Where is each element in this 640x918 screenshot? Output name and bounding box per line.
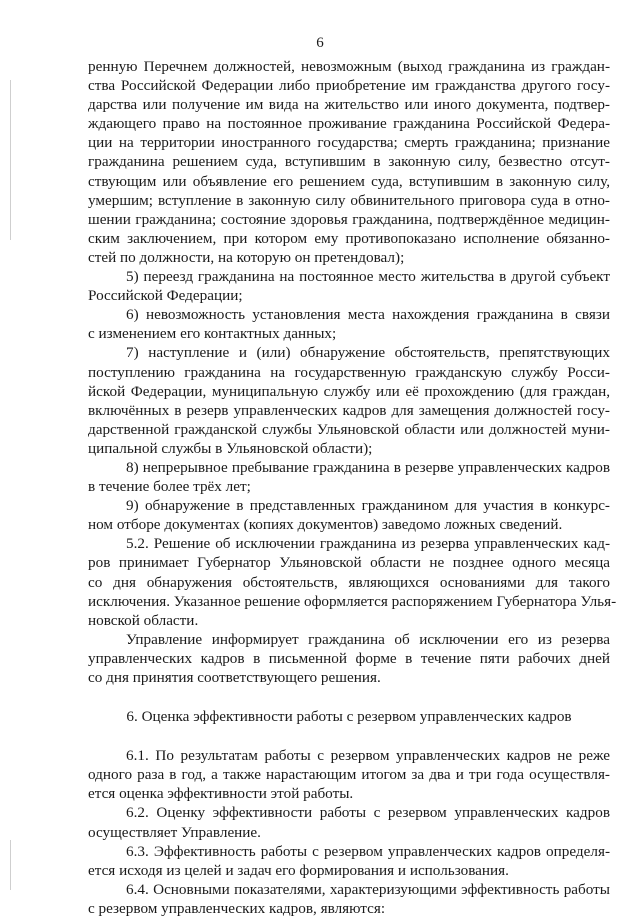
text-line: поступлению гражданина на государственную гражданскую службу Росси- bbox=[88, 363, 610, 381]
text-line: умершим; вступление в законную силу обвинительного приговора суда в отно- bbox=[88, 191, 610, 209]
paragraph bbox=[88, 57, 610, 267]
paragraph bbox=[88, 305, 610, 343]
text-line: с резервом управленческих кадров, являются: bbox=[88, 899, 386, 917]
text-line: ется исходя из целей и задач его формирования и использования. bbox=[88, 861, 509, 879]
text-line: Управление информирует гражданина об исключении его из резерва bbox=[126, 630, 610, 648]
text-line: дарственной гражданской службы Ульяновской области или должностей муни- bbox=[88, 420, 610, 438]
paragraph bbox=[88, 630, 610, 687]
paragraph bbox=[88, 267, 610, 305]
text-line: управленческих кадров в письменной форме в течение пяти рабочих дней bbox=[88, 649, 610, 667]
text-line: 5.2. Решение об исключении гражданина из резерва управленческих кад- bbox=[126, 535, 610, 553]
section-heading: 6. Оценка эффективности работы с резервом управленческих кадров bbox=[126, 708, 572, 726]
text-line: 6.1. По результатам работы с резервом управленческих кадров не реже bbox=[126, 747, 610, 765]
text-line: исключения. Указанное решение оформляется распоряжением Губернатора Улья- bbox=[88, 592, 617, 610]
text-line: ном отборе документах (копиях документов) заведомо ложных сведений. bbox=[88, 516, 563, 534]
text-line: ждающего право на постоянное проживание гражданина Российской Федера- bbox=[88, 115, 610, 133]
text-line: ства Российской Федерации либо приобретение им гражданства другого госу- bbox=[88, 77, 610, 95]
text-line: 8) непрерывное пребывание гражданина в резерве управленческих кадров bbox=[126, 458, 610, 476]
text-line: йской Федерации, муниципальную службу или её прохождению (для граждан, bbox=[88, 382, 610, 400]
text-line: включённых в резерв управленческих кадров для замещения должностей госу- bbox=[88, 401, 610, 419]
text-line: дарства или получение им вида на жительство или иного документа, подтвер- bbox=[88, 96, 610, 114]
text-line: 9) обнаружение в представленных гражданином для участия в конкурс- bbox=[126, 497, 610, 515]
text-line: стей по должности, на которую он претендовал); bbox=[88, 248, 405, 266]
paragraph bbox=[88, 746, 610, 803]
text-line: 6.2. Оценку эффективности работы с резервом управленческих кадров bbox=[126, 804, 610, 822]
text-line: 7) наступление и (или) обнаружение обстоятельств, препятствующих bbox=[126, 344, 610, 362]
text-line: со дня принятия соответствующего решения. bbox=[88, 669, 381, 686]
text-line: ции на территории иностранного государства; смерть гражданина; признание bbox=[88, 134, 610, 152]
text-line: гражданина решением суда, вступившим в законную силу, безвестно отсут- bbox=[88, 153, 610, 171]
text-line: ским заключением, при котором ему противопоказано исполнение обязанно- bbox=[88, 229, 610, 247]
text-line: ется оценка эффективности этой работы. bbox=[88, 785, 354, 803]
text-line: ципальной службы в Ульяновской области); bbox=[88, 439, 373, 457]
paragraph bbox=[88, 842, 610, 880]
text-line: одного раза в год, а также нарастающим итогом за два и три года осуществля- bbox=[88, 766, 610, 784]
scan-artifact bbox=[10, 80, 11, 240]
paragraph bbox=[88, 343, 610, 458]
text-line: с изменением его контактных данных; bbox=[88, 325, 337, 343]
text-line: ров принимает Губернатор Ульяновской области не позднее одного месяца bbox=[88, 554, 610, 572]
paragraph bbox=[88, 534, 617, 629]
text-line: 6.4. Основными показателями, характеризующими эффективность работы bbox=[126, 880, 610, 898]
text-line: 6) невозможность установления места нахождения гражданина в связи bbox=[126, 306, 610, 324]
text-line: 6.3. Эффективность работы с резервом управленческих кадров определя- bbox=[126, 842, 610, 860]
paragraph bbox=[88, 496, 610, 534]
paragraph bbox=[88, 880, 610, 918]
text-line: ренную Перечнем должностей, невозможным (выход гражданина из граждан- bbox=[88, 58, 610, 75]
spacer bbox=[88, 726, 610, 746]
spacer bbox=[88, 687, 610, 707]
text-line: новской области. bbox=[88, 611, 199, 629]
document-body bbox=[88, 57, 617, 918]
text-line: Российской Федерации; bbox=[88, 287, 243, 305]
text-line: в течение более трёх лет; bbox=[88, 478, 251, 496]
paragraph bbox=[88, 458, 610, 496]
text-line: со дня обнаружения обстоятельств, являющихся основаниями для такого bbox=[88, 573, 610, 591]
scan-artifact bbox=[10, 840, 11, 890]
text-line: 5) переезд гражданина на постоянное место жительства в другой субъект bbox=[126, 268, 610, 286]
paragraph bbox=[88, 803, 610, 841]
text-line: осуществляет Управление. bbox=[88, 823, 261, 841]
text-line: шении гражданина; состояние здоровья гражданина, подтверждённое медицин- bbox=[88, 210, 610, 228]
text-line: ствующим или объявление его решением суда, вступившим в законную силу, bbox=[88, 172, 610, 190]
page-number: 6 bbox=[316, 35, 324, 51]
